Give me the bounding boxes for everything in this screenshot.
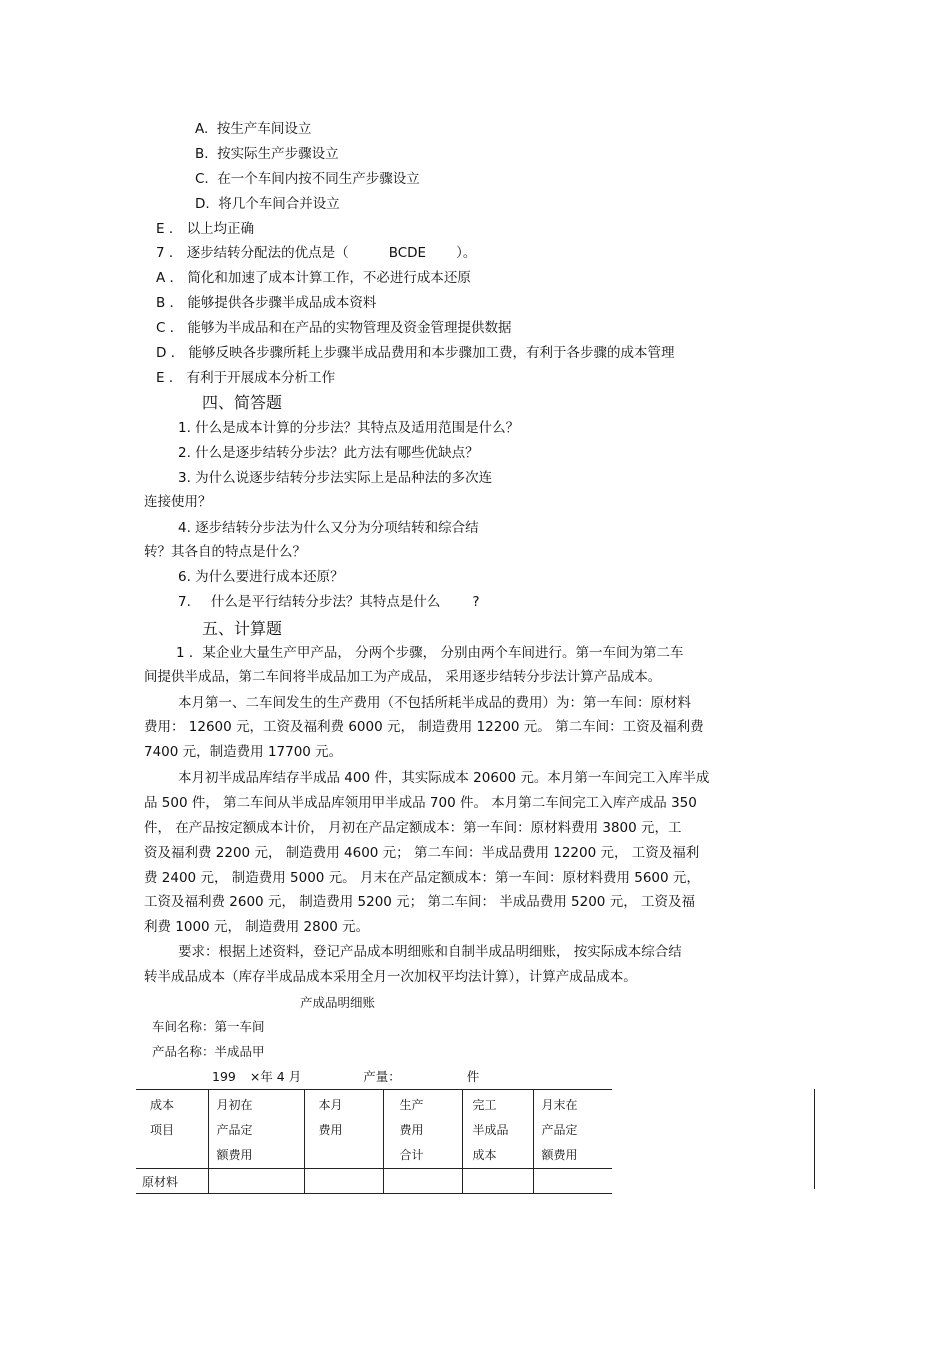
table-cell bbox=[383, 1169, 462, 1194]
question-7-answer: BCDE bbox=[388, 245, 427, 261]
header-begin-wip: 月初在 产品定 额费用 bbox=[208, 1090, 304, 1169]
calc-line-13: 要求：根据上述资料，登记产品成本明细账和自制半成品明细账， 按实际成本综合结 bbox=[178, 944, 682, 960]
calc-line-6: 本月初半成品库结存半成品 400 件，其实际成本 20600 元。本月第一车间完工入库半成 bbox=[178, 770, 710, 786]
calc-line-14: 转半成品成本（库存半成品成本采用全月一次加权平均法计算），计算产成品成本。 bbox=[144, 969, 637, 985]
table-cell bbox=[208, 1169, 304, 1194]
ledger-title: 产成品明细账 bbox=[300, 995, 376, 1010]
table-row bbox=[136, 1169, 612, 1194]
header-cost-item: 成本 项目 bbox=[136, 1090, 208, 1169]
calc-line-7: 品 500 件， 第二车间从半成品库领用甲半成品 700 件。 本月第二车间完工入库产成品 350 bbox=[144, 795, 697, 811]
ledger-table bbox=[136, 1089, 612, 1194]
q7-option-c: C ． 能够为半成品和在产品的实物管理及资金管理提供数据 bbox=[156, 320, 512, 336]
header-month-cost: 本月 费用 bbox=[304, 1090, 383, 1169]
calc-line-2: 间提供半成品，第二车间将半成品加工为产成品， 采用逐步结转分步法计算产品成本。 bbox=[144, 669, 662, 685]
table-cell bbox=[533, 1169, 612, 1194]
table-cell bbox=[304, 1169, 383, 1194]
header-end-wip: 月末在 产品定 额费用 bbox=[533, 1090, 612, 1169]
option-c: C. 在一个车间内按不同生产步骤设立 bbox=[195, 171, 420, 187]
calc-line-12: 利费 1000 元， 制造费用 2800 元。 bbox=[144, 919, 370, 935]
q7-option-b: B ． 能够提供各步骤半成品成本资料 bbox=[156, 295, 377, 311]
ledger-year: 199 bbox=[212, 1069, 236, 1084]
calc-line-5: 7400 元，制造费用 17700 元。 bbox=[144, 744, 343, 760]
ledger-product: 产品名称：半成品甲 bbox=[152, 1044, 265, 1059]
table-cell bbox=[462, 1169, 533, 1194]
ledger-qty-label: 产量： bbox=[363, 1069, 401, 1084]
calc-line-10: 费 2400 元， 制造费用 5000 元。 月末在产品定额成本：第一车间：原材料费用 5600 元， bbox=[144, 870, 700, 886]
short-question-3: 3. 为什么说逐步结转分步法实际上是品种法的多次连 bbox=[178, 470, 493, 486]
calc-line-1: 1 ．某企业大量生产甲产品， 分两个步骤， 分别由两个车间进行。第一车间为第二车 bbox=[176, 645, 684, 661]
ledger-date-line bbox=[212, 1067, 479, 1087]
calc-line-11: 工资及福利费 2600 元， 制造费用 5200 元； 第二车间： 半成品费用 5200 元， 工资及福 bbox=[144, 894, 695, 910]
calc-line-8: 件， 在产品按定额成本计价， 月初在产品定额成本：第一车间：原材料费用 3800 元，工 bbox=[144, 820, 682, 836]
calc-line-4: 费用： 12600 元，工资及福利费 6000 元， 制造费用 12200 元。 第二车间：工资及福利费 bbox=[144, 719, 704, 735]
ledger-unit: 件 bbox=[466, 1069, 480, 1084]
short-question-4-cont: 转？其各自的特点是什么？ bbox=[144, 544, 306, 560]
option-e: E ． 以上均正确 bbox=[156, 221, 255, 237]
option-a: A. 按生产车间设立 bbox=[195, 121, 312, 137]
header-total-cost: 生产 费用 合计 bbox=[383, 1090, 462, 1169]
row-label-raw-material: 原材料 bbox=[136, 1169, 208, 1194]
short-question-3-cont: 连接使用？ bbox=[144, 494, 212, 510]
short-question-4: 4. 逐步结转分步法为什么又分为分项结转和综合结 bbox=[178, 520, 479, 536]
short-question-7: 7. 什么是平行结转分步法？其特点是什么 ? bbox=[178, 594, 480, 610]
ledger-header-row bbox=[136, 1090, 612, 1169]
ledger-month: ×年 4 月 bbox=[249, 1069, 302, 1084]
short-question-2: 2. 什么是逐步结转分步法？此方法有哪些优缺点？ bbox=[178, 445, 479, 461]
q7-option-a: A ． 简化和加速了成本计算工作，不必进行成本还原 bbox=[156, 270, 471, 286]
option-d: D. 将几个车间合并设立 bbox=[195, 196, 340, 212]
header-finished-semi: 完工 半成品 成本 bbox=[462, 1090, 533, 1169]
section-5-title: 五、计算题 bbox=[202, 619, 283, 638]
q7-option-e: E ． 有利于开展成本分析工作 bbox=[156, 370, 336, 386]
short-question-6: 6. 为什么要进行成本还原？ bbox=[178, 569, 344, 585]
table-right-rule bbox=[814, 1089, 815, 1189]
section-4-title: 四、简答题 bbox=[202, 393, 283, 412]
option-b: B. 按实际生产步骤设立 bbox=[195, 146, 339, 162]
calc-line-9: 资及福利费 2200 元， 制造费用 4600 元； 第二车间：半成品费用 12200 元， 工资及福利 bbox=[144, 845, 700, 861]
ledger-workshop: 车间名称：第一车间 bbox=[152, 1019, 265, 1034]
calc-line-3: 本月第一、二车间发生的生产费用（不包括所耗半成品的费用）为：第一车间：原材料 bbox=[178, 695, 691, 711]
question-7: 7 ． 逐步结转分配法的优点是（ BCDE ）。 bbox=[156, 245, 477, 261]
short-question-1: 1. 什么是成本计算的分步法？其特点及适用范围是什么？ bbox=[178, 420, 520, 436]
q7-option-d: D ． 能够反映各步骤所耗上步骤半成品费用和本步骤加工费，有利于各步骤的成本管理 bbox=[156, 345, 675, 361]
